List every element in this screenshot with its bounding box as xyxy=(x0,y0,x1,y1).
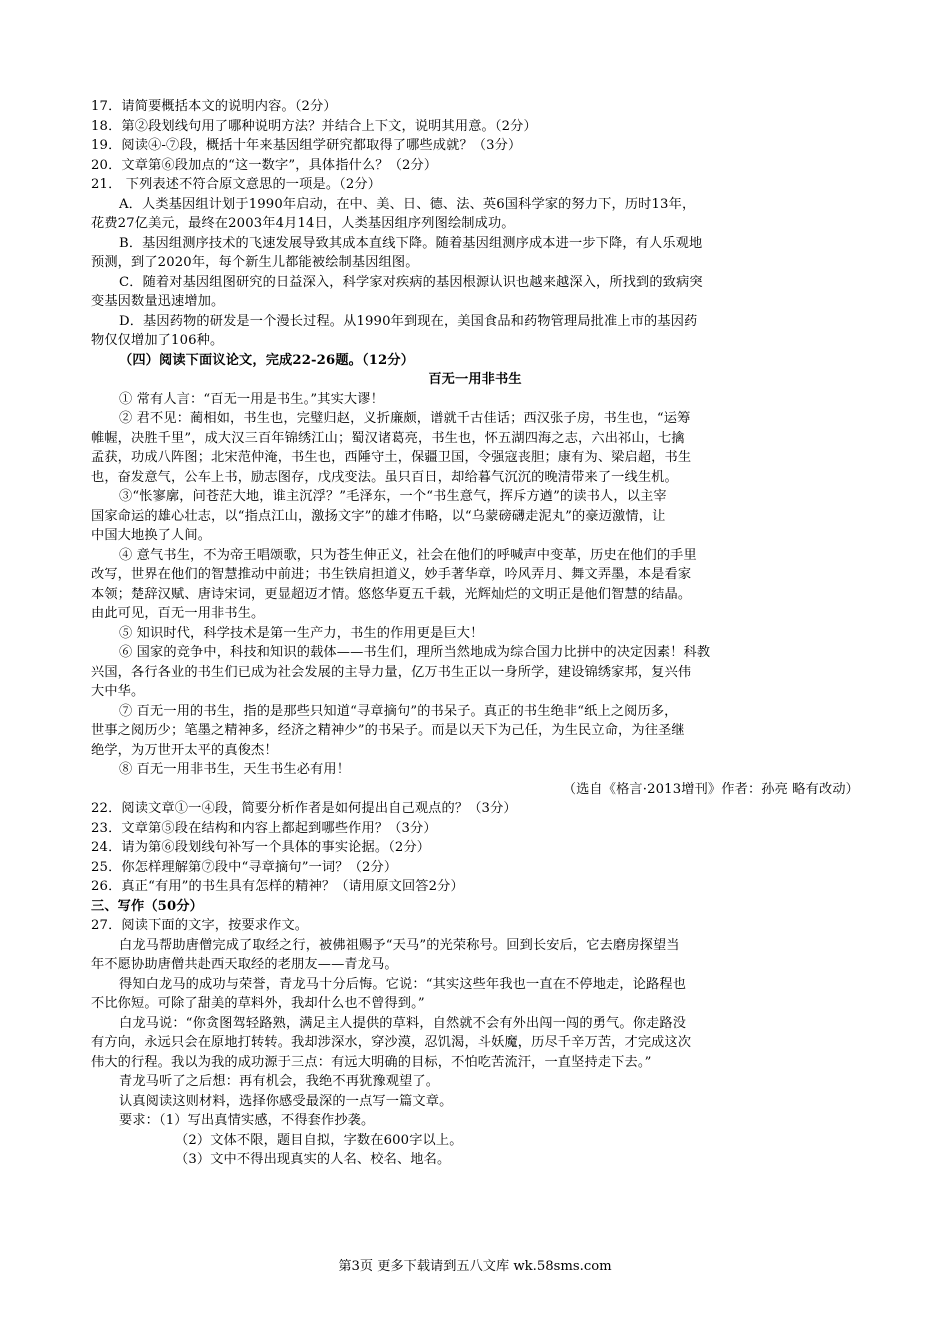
essay-line: ⑤ 知识时代，科学技术是第一生产力，书生的作用更是巨大！ xyxy=(119,625,484,641)
option-b-line-2: 预测，到了2020年，每个新生儿都能被绘制基因组图。 xyxy=(91,255,419,270)
essay-line: 孟获，功成八阵图；北宋范仲淹，书生也，西陲守土，保疆卫国，令强寇丧胆；康有为、梁启超，书生 xyxy=(91,450,692,465)
story-line: 白龙马说：“你贪图驾轻路熟，满足主人提供的草料，自然就不会有外出闯一闯的勇气。你走路没 xyxy=(119,1015,687,1031)
essay-line: 本领；楚辞汉赋、唐诗宋词，更显超迈才情。悠悠华夏五千载，光辉灿烂的文明正是他们智慧的结晶。 xyxy=(91,586,692,602)
essay-line: 世事之阅历少；笔墨之精神多，经济之精神少”的书呆子。而是以天下为己任，为生民立命，为往圣继 xyxy=(91,723,685,738)
essay-line: 兴国，各行各业的书生们已成为社会发展的主导力量，亿万书生正以一身所学，建设锦绣家邦，复兴伟 xyxy=(91,664,692,680)
question-26: 26．真正“有用”的书生具有怎样的精神？（请用原文回答2分） xyxy=(91,879,464,894)
option-d-line-1: D．基因药物的研发是一个漫长过程。从1990年到现在，美国食品和药物管理局批准上市的基因药 xyxy=(119,313,698,329)
essay-line: 由此可见，百无一用非书生。 xyxy=(91,606,265,621)
essay-title: 百无一用非书生 xyxy=(428,372,522,387)
essay-line: ⑥ 国家的竞争中，科技和知识的载体——书生们，理所当然地成为综合国力比拼中的决定因素！科教 xyxy=(119,645,711,660)
essay-line: ⑦ 百无一用的书生，指的是那些只知道“寻章摘句”的书呆子。真正的书生绝非“纸上之阅历多， xyxy=(119,703,678,719)
essay-line: 帷幄，决胜千里”，成大汉三百年锦绣江山；蜀汉诸葛亮，书生也，怀五湖四海之志，六出祁山，七擒 xyxy=(91,430,685,446)
question-18: 18．第②段划线句用了哪种说明方法？并结合上下文，说明其用意。（2分） xyxy=(91,118,537,134)
question-20: 20．文章第⑥段加点的“这一数字”，具体指什么？（2分） xyxy=(91,157,438,173)
question-21: 21． 下列表述不符合原文意思的一项是。（2分） xyxy=(91,177,382,192)
question-27: 27．阅读下面的文字，按要求作文。 xyxy=(91,918,309,933)
option-b-line-1: B．基因组测序技术的飞速发展导致其成本直线下降。随着基因组测序成本进一步下降，有人乐观地 xyxy=(119,235,703,251)
story-line: 有方向，永远只会在原地打转转。我却涉深水，穿沙漠，忍饥渴，斗妖魔，历尽千辛万苦，才完成这次 xyxy=(91,1035,692,1050)
story-line: 白龙马帮助唐僧完成了取经之行，被佛祖赐予“天马”的光荣称号。回到长安后，它去磨房探望当 xyxy=(119,937,680,953)
option-c-line-2: 变基因数量迅速增加。 xyxy=(91,294,225,309)
essay-line: ③“怅寥廓，问苍茫大地，谁主沉浮？”毛泽东，一个“书生意气，挥斥方遒”的读书人，以主宰 xyxy=(119,489,667,504)
question-22: 22．阅读文章①一④段，简要分析作者是如何提出自己观点的？（3分） xyxy=(91,801,517,816)
option-a-line-2: 花费27亿美元，最终在2003年4月14日，人类基因组序列图绘制成功。 xyxy=(91,216,515,231)
question-24: 24．请为第⑥段划线句补写一个具体的事实论据。（2分） xyxy=(91,840,431,855)
story-line: 认真阅读这则材料，选择你感受最深的一点写一篇文章。 xyxy=(119,1093,453,1109)
essay-line: 国家命运的雄心壮志，以“指点江山，激扬文字”的雄才伟略，以“乌蒙磅礴走泥丸”的豪迈激情，让 xyxy=(91,508,666,524)
question-25: 25．你怎样理解第⑦段中“寻章摘句”一词？（2分） xyxy=(91,859,398,875)
requirement-line: （3）文中不得出现真实的人名、校名、地名。 xyxy=(175,1152,451,1167)
essay-line: 大中华。 xyxy=(91,684,145,699)
requirement-line: （2）文体不限，题目自拟，字数在600字以上。 xyxy=(175,1132,463,1148)
question-19: 19．阅读④-⑦段，概括十年来基因组学研究都取得了哪些成就？（3分） xyxy=(91,138,522,153)
story-line: 得知白龙马的成功与荣誉，青龙马十分后悔。它说：“其实这些年我也一直在不停地走，论路程也 xyxy=(119,976,687,992)
story-line: 伟大的行程。我以为我的成功源于三点：有远大明确的目标，不怕吃苦流汗，一直坚持走下去。” xyxy=(91,1054,652,1070)
question-17: 17．请简要概括本文的说明内容。（2分） xyxy=(91,99,337,114)
essay-line: 也，奋发意气，公车上书，励志图存，戊戌变法。虽只百日，却给暮气沉沉的晚清带来了一线生机。 xyxy=(91,469,678,485)
story-line: 青龙马听了之后想：再有机会，我绝不再犹豫观望了。 xyxy=(119,1074,440,1089)
option-d-line-2: 物仅仅增加了106种。 xyxy=(91,333,224,348)
essay-line: ⑧ 百无一用非书生，天生书生必有用！ xyxy=(119,762,351,777)
story-line: 不比你短。可除了甜美的草料外，我却什么也不曾得到。” xyxy=(91,996,425,1011)
requirement-line: 要求：（1）写出真情实感，不得套作抄袭。 xyxy=(119,1113,375,1128)
option-c-line-1: C．随着对基因组图研究的日益深入，科学家对疾病的基因根源认识也越来越深入，所找到的致病突 xyxy=(119,274,703,290)
essay-line: ② 君不见：蔺相如，书生也，完璧归赵，义折廉颇，谱就千古佳话；西汉张子房，书生也，“运筹 xyxy=(119,411,691,426)
question-23: 23．文章第⑤段在结构和内容上都起到哪些作用？（3分） xyxy=(91,820,437,836)
essay-line: ① 常有人言：“百无一用是书生。”其实大谬！ xyxy=(119,391,384,407)
essay-line: 中国大地换了人间。 xyxy=(91,528,212,543)
option-a-line-1: A．人类基因组计划于1990年启动，在中、美、日、德、法、英6国科学家的努力下，历时13年， xyxy=(119,196,696,212)
essay-line: ④ 意气书生，不为帝王唱颂歌，只为苍生伸正义，社会在他们的呼喊声中变革，历史在他们的手里 xyxy=(119,547,697,563)
page-footer: 第3页 更多下载请到五八文库 wk.58sms.com xyxy=(338,1259,612,1274)
essay-line: 改写，世界在他们的智慧推动中前进；书生铁肩担道义，妙手著华章，吟风弄月、舞文弄墨，本是看家 xyxy=(91,567,692,582)
document-page xyxy=(91,97,859,1170)
section-3-heading: 三、写作（50分） xyxy=(91,898,204,914)
essay-source: （选自《格言·2013增刊》作者：孙亮 略有改动） xyxy=(562,781,859,797)
section-4-heading: （四）阅读下面议论文，完成22-26题。（12分） xyxy=(119,352,415,368)
essay-line: 绝学，为万世开太平的真俊杰！ xyxy=(91,742,278,758)
story-line: 年不愿协助唐僧共赴西天取经的老朋友——青龙马。 xyxy=(91,957,398,972)
